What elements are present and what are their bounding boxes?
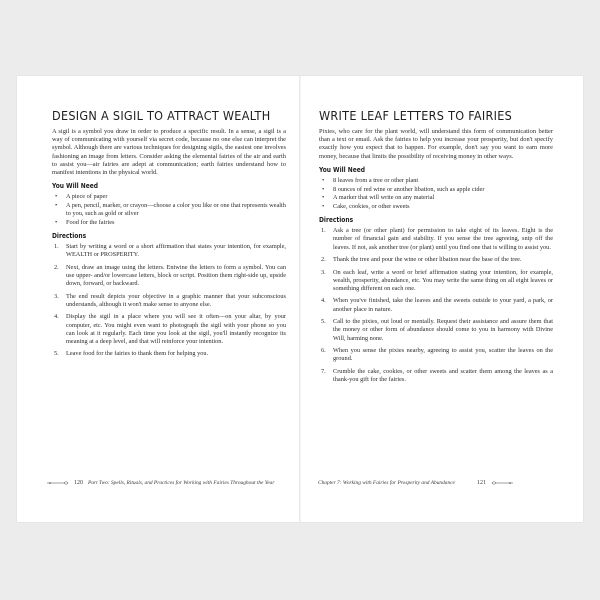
left-page-title: DESIGN A SIGIL TO ATTRACT WEALTH bbox=[52, 108, 271, 123]
list-item: 7. Crumble the cake, cookies, or other sweets and scatter them among the leaves as a thank-you gift for the fairies. bbox=[321, 367, 553, 383]
right-directions-list bbox=[319, 227, 553, 384]
flourish-icon bbox=[47, 480, 69, 486]
list-item: 4. Display the sigil in a place where you will see it often—on your altar, by your computer, etc. You might even want to photograph the sigil with your phone so you can look at it regularly. Each time you look at the sigil, you'll instantly recognize its meaning at a deep level, and that will reinforce your intention. bbox=[54, 313, 286, 345]
list-item: • 8 leaves from a tree or other plant bbox=[329, 177, 553, 185]
right-intro: Pixies, who care for the plant world, will understand this form of communication better than a text or email. Ask the fairies to help you increase your prosperity, but don't specify exactly how you expect that to happen. For example, don't say you want to earn more money, because that limits the possibility of receiving money in other ways. bbox=[319, 128, 553, 160]
right-running-footer: Chapter 7: Working with Fairies for Prosperity and Abundance bbox=[318, 480, 455, 486]
right-needs-list bbox=[319, 177, 553, 211]
list-item: 3. The end result depicts your objective in a graphic manner that your subconscious understands, although it won't make sense to anyone else. bbox=[54, 292, 286, 308]
list-item: • A piece of paper bbox=[62, 193, 286, 201]
left-directions-list bbox=[52, 243, 286, 359]
list-item: 4. When you've finished, take the leaves and the sweets outside to your yard, a park, or another place in nature. bbox=[321, 297, 553, 313]
list-item: • A marker that will write on any material bbox=[329, 194, 553, 202]
right-page-title: WRITE LEAF LETTERS TO FAIRIES bbox=[319, 108, 513, 123]
list-item: • Cake, cookies, or other sweets bbox=[329, 203, 553, 211]
right-page bbox=[300, 76, 583, 522]
list-item: 2. Next, draw an image using the letters. Entwine the letters to form a symbol. You can use upper- and/or lowercase letters, block or script. Position them right-side up, upside down, forward, or backward. bbox=[54, 263, 286, 288]
list-item: 5. Leave food for the fairies to thank them for helping you. bbox=[54, 350, 209, 358]
list-item: • Food for the fairies bbox=[62, 219, 286, 227]
list-item: • A pen, pencil, marker, or crayon—choose a color you like or one that represents wealth to you, such as gold or silver bbox=[62, 202, 286, 218]
left-footer bbox=[47, 480, 274, 486]
right-page-number: 121 bbox=[476, 480, 486, 486]
left-page-number: 120 bbox=[74, 480, 83, 486]
list-item: 3. On each leaf, write a word or brief affirmation stating your intention, for example, wealth, prosperity, abundance, etc. You may write the same thing on all eight leaves or something different on each one. bbox=[321, 268, 553, 292]
list-item: 1. Ask a tree (or other plant) for permission to take eight of its leaves. Eight is the number of financial gain and stability. If you sense the tree agreeing, snip off the leaves. If not, ask another tree (or plant) until you find one that is willing to assist you. bbox=[321, 227, 553, 251]
list-item: 1. Start by writing a word or a short affirmation that states your intention, for example, WEALTH or PROSPERITY. bbox=[54, 243, 286, 259]
left-needs-heading: You Will Need bbox=[52, 182, 99, 191]
right-directions-heading: Directions bbox=[319, 216, 354, 225]
left-directions-heading: Directions bbox=[52, 232, 87, 241]
left-intro: A sigil is a symbol you draw in order to produce a specific result. In a sense, a sigil is a way of communicating with yourself via secret code, because no one else can interpret the symbol. Although there are various techniques for designing sigils, the easiest one involves fashioning an image from letters. Consider asking the elemental fairies of the air and earth to assist you—air fairies are adept at communication; earth fairies understand how to manifest intentions in the physical world. bbox=[52, 128, 286, 177]
list-item: 2. Thank the tree and pour the wine or other libation near the base of the tree. bbox=[321, 256, 522, 264]
flourish-icon bbox=[491, 480, 513, 486]
left-needs-list bbox=[52, 193, 286, 227]
right-footer bbox=[318, 480, 513, 486]
list-item: 6. When you sense the pixies nearby, agreeing to assist you, scatter the leaves on the ground. bbox=[321, 347, 553, 363]
left-page bbox=[17, 76, 300, 522]
left-running-footer: Part Two: Spells, Rituals, and Practices for Working with Fairies Throughout the Year bbox=[88, 480, 275, 486]
book-spread bbox=[17, 76, 583, 522]
right-needs-heading: You Will Need bbox=[319, 165, 366, 174]
list-item: 5. Call to the pixies, out loud or mentally. Request their assistance and assure them that the money or other form of abundance should come to you in harmony with Divine Will, harming none. bbox=[321, 318, 553, 342]
list-item: • 8 ounces of red wine or another libation, such as apple cider bbox=[329, 186, 553, 194]
